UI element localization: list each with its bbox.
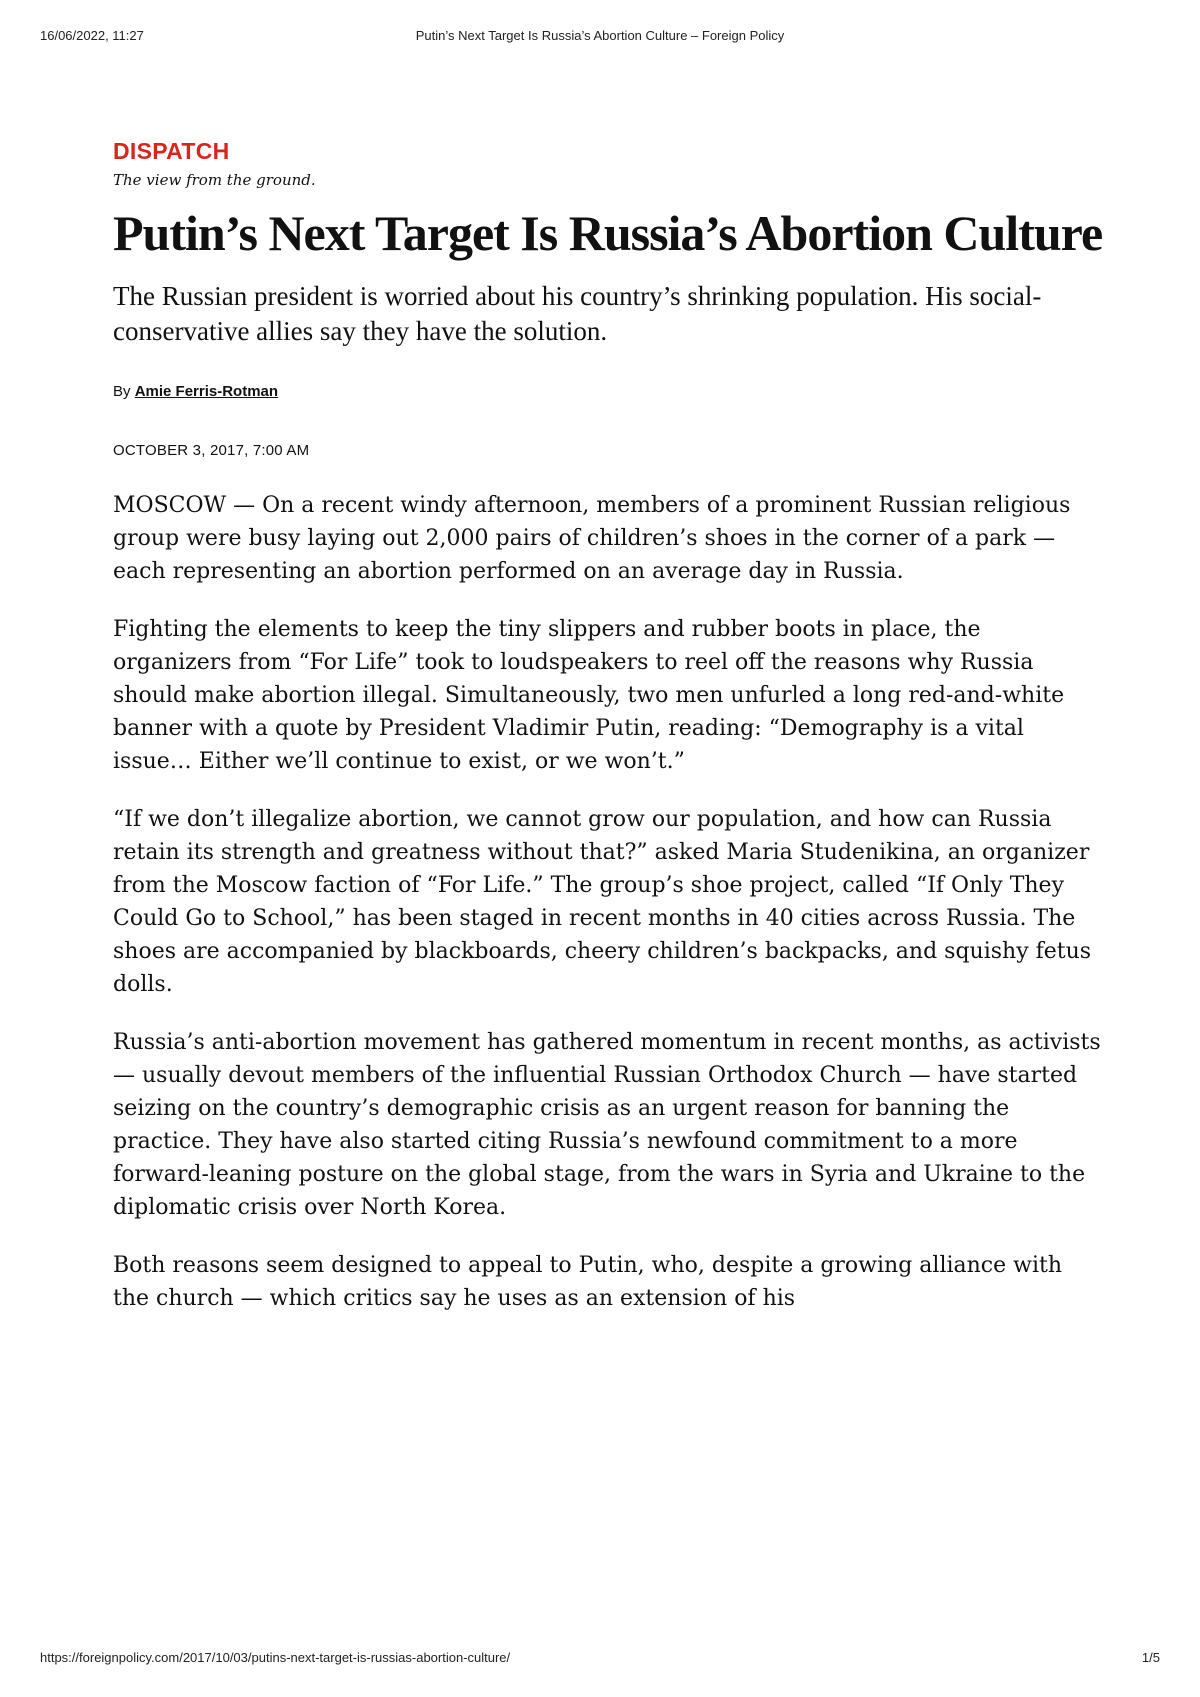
byline-prefix: By xyxy=(113,383,131,400)
print-footer xyxy=(40,1650,1160,1670)
article-body xyxy=(113,489,1103,1315)
section-kicker-subtitle: The view from the ground. xyxy=(113,171,316,189)
publish-date: OCTOBER 3, 2017, 7:00 AM xyxy=(113,442,310,459)
section-kicker[interactable]: DISPATCH xyxy=(113,138,230,164)
body-paragraph: MOSCOW — On a recent windy afternoon, members of a prominent Russian religious group were busy laying out 2,000 pairs of children’s shoes in the corner of a park — each representing an abortion performed on an average day in Russia. xyxy=(113,493,1071,584)
body-paragraph: Russia’s anti-abortion movement has gathered momentum in recent months, as activists — usually devout members of the influential Russian Orthodox Church — have started seizing on the country’s demographic crisis as an urgent reason for banning the practice. They have also started citing Russia’s newfound commitment to a more forward-leaning posture on the global stage, from the wars in Syria and Ukraine to the diplomatic crisis over North Korea. xyxy=(113,1030,1101,1220)
byline xyxy=(113,383,1103,400)
print-url: https://foreignpolicy.com/2017/10/03/putins-next-target-is-russias-abortion-culture/ xyxy=(40,1650,511,1665)
body-paragraph: “If we don’t illegalize abortion, we cannot grow our population, and how can Russia retain its strength and greatness without that?” asked Maria Studenikina, an organizer from the Moscow faction of “For Life.” The group’s shoe project, called “If Only They Could Go to School,” has been staged in recent months in 40 cities across Russia. The shoes are accompanied by blackboards, cheery children’s backpacks, and squishy fetus dolls. xyxy=(113,807,1092,997)
author-link[interactable]: Amie Ferris-Rotman xyxy=(134,383,279,400)
print-date: 16/06/2022, 11:27 xyxy=(40,28,144,43)
print-page-title: Putin’s Next Target Is Russia’s Abortion Culture – Foreign Policy xyxy=(415,28,785,43)
print-header xyxy=(40,28,1160,48)
page-number: 1/5 xyxy=(1141,1650,1160,1665)
article-headline: Putin’s Next Target Is Russia’s Abortion Culture xyxy=(113,205,1103,261)
body-paragraph: Fighting the elements to keep the tiny slippers and rubber boots in place, the organizers from “For Life” took to loudspeakers to reel off the reasons why Russia should make abortion illegal. Simultaneously, two men unfurled a long red-and-white banner with a quote by President Vladimir Putin, reading: “Demography is a vital issue… Either we’ll continue to exist, or we won’t.” xyxy=(113,617,1065,774)
article xyxy=(113,140,1103,1340)
article-dek: The Russian president is worried about his country’s shrinking population. His social-conservative allies say they have the solution. xyxy=(113,281,1042,346)
body-paragraph: Both reasons seem designed to appeal to Putin, who, despite a growing alliance with the church — which critics say he uses as an extension of his xyxy=(113,1253,1063,1311)
